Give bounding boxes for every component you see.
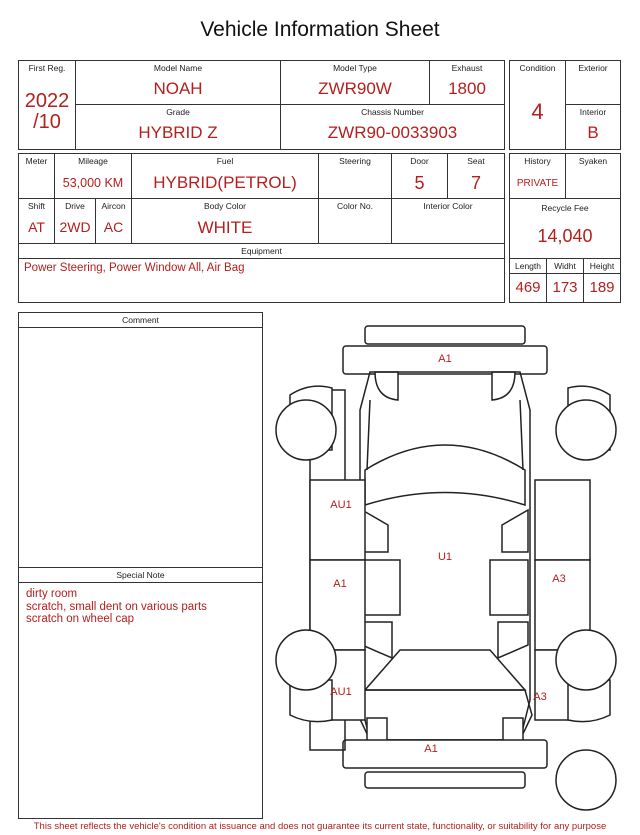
model-name-cell (75, 60, 281, 105)
history-label: History (524, 156, 551, 166)
width-value: 173 (552, 279, 578, 296)
front-bumper-top (365, 326, 525, 344)
drive-value: 2WD (59, 219, 91, 235)
special-note-line: scratch, small dent on various parts (26, 600, 207, 613)
recycle-fee-label: Recycle Fee (541, 203, 589, 213)
exterior-cell (565, 60, 621, 105)
shift-value: AT (28, 219, 45, 235)
first-reg-year: 2022 (24, 90, 70, 112)
width-cell (546, 258, 584, 303)
model-type-value: ZWR90W (318, 79, 392, 98)
car-damage-diagram (270, 320, 630, 820)
equipment-value: Power Steering, Power Window All, Air Bag (24, 262, 245, 274)
color-no-cell (318, 198, 392, 244)
body-color-cell (131, 198, 319, 244)
left-front-door (310, 480, 365, 560)
exhaust-label: Exhaust (451, 63, 483, 73)
damage-mark-left-rear-quarter: AU1 (330, 686, 352, 698)
wheel-rear-left (276, 630, 336, 690)
page-title: Vehicle Information Sheet (200, 18, 440, 41)
syaken-label: Syaken (578, 156, 608, 166)
fuel-value: HYBRID(PETROL) (153, 173, 297, 192)
equipment-label: Equipment (241, 246, 282, 256)
exhaust-value: 1800 (448, 79, 486, 98)
height-label: Height (589, 261, 615, 271)
condition-label: Condition (519, 63, 556, 73)
grade-label: Grade (166, 107, 190, 117)
grade-cell (75, 104, 281, 150)
comment-label: Comment (122, 315, 159, 325)
door-cell (391, 153, 448, 199)
interior-label: Interior (579, 107, 607, 117)
right-window-rear (498, 622, 528, 658)
condition-cell (509, 60, 566, 150)
left-window-rear (362, 622, 392, 658)
first-reg-label: First Reg. (28, 63, 66, 73)
comment-box (18, 312, 263, 568)
door-value: 5 (414, 173, 425, 193)
rear-bumper (343, 740, 547, 768)
model-name-value: NOAH (153, 79, 203, 98)
aircon-value: AC (103, 219, 124, 235)
body-color-value: WHITE (197, 218, 253, 237)
grade-value: HYBRID Z (138, 123, 218, 142)
condition-value: 4 (531, 99, 544, 124)
height-value: 189 (589, 279, 615, 296)
interior-color-label: Interior Color (423, 201, 473, 211)
wheel-rear-right (556, 630, 616, 690)
history-cell (509, 153, 566, 199)
length-value: 469 (515, 279, 541, 296)
damage-mark-right-rear-quarter: A3 (533, 691, 547, 703)
syaken-cell (565, 153, 621, 199)
shift-cell (18, 198, 55, 244)
shift-label: Shift (27, 201, 45, 211)
model-type-label: Model Type (333, 63, 377, 73)
color-no-label: Color No. (337, 201, 373, 211)
length-label: Length (515, 261, 541, 271)
hood-line-left (367, 400, 370, 470)
interior-value: B (587, 123, 599, 142)
roof-panel (402, 520, 488, 630)
windshield (365, 445, 525, 505)
rear-bumper-bottom (365, 772, 525, 788)
mileage-value: 53,000 KM (62, 176, 124, 190)
mileage-label: Mileage (78, 156, 108, 166)
special-note-line: dirty room (26, 588, 78, 600)
seat-value: 7 (470, 173, 481, 193)
exterior-label: Exterior (578, 63, 608, 73)
door-label: Door (410, 156, 429, 166)
wheel-front-right (556, 400, 616, 460)
mileage-cell (54, 153, 132, 199)
special-note-text (26, 588, 207, 626)
body-color-label: Body Color (203, 201, 247, 211)
left-window-front (362, 510, 388, 552)
meter-label: Meter (25, 156, 48, 166)
damage-mark-right-side: A3 (552, 573, 566, 585)
chassis-number-cell (280, 104, 505, 150)
front-left-lamp (375, 372, 398, 400)
steering-cell (318, 153, 392, 199)
right-front-door (535, 480, 590, 560)
hood-line-right (520, 400, 523, 470)
seat-cell (447, 153, 505, 199)
exhaust-cell (429, 60, 505, 105)
aircon-label: Aircon (101, 201, 126, 211)
width-label: Widht (554, 261, 576, 271)
damage-mark-hood: A1 (438, 353, 452, 365)
right-window-mid (490, 560, 528, 615)
damage-mark-front-left-door: AU1 (330, 499, 352, 511)
length-cell (509, 258, 547, 303)
disclaimer-footer: This sheet reflects the vehicle's condition at issuance and does not guarantee its current state, functionality, or suitability for any purpose (33, 821, 607, 832)
front-right-lamp (492, 372, 515, 400)
first-reg-month: /10 (33, 111, 61, 133)
fuel-label: Fuel (216, 156, 234, 166)
left-window-mid (362, 560, 400, 615)
recycle-fee-value: 14,040 (537, 226, 593, 246)
equipment-cell (18, 243, 505, 303)
drive-label: Drive (65, 201, 85, 211)
first-reg-cell (18, 60, 76, 150)
drive-cell (54, 198, 96, 244)
meter-cell (18, 153, 55, 199)
damage-mark-left-rear-door: A1 (333, 578, 347, 590)
steering-label: Steering (339, 156, 371, 166)
special-note-box (18, 567, 263, 819)
chassis-number-value: ZWR90-0033903 (327, 123, 458, 142)
height-cell (583, 258, 621, 303)
history-value: PRIVATE (516, 178, 559, 189)
model-name-label: Model Name (153, 63, 203, 73)
special-note-line: scratch on wheel cap (26, 613, 135, 625)
model-type-cell (280, 60, 430, 105)
interior-color-cell (391, 198, 505, 244)
wheel-front-left (276, 400, 336, 460)
fuel-cell (131, 153, 319, 199)
aircon-cell (95, 198, 132, 244)
special-note-label: Special Note (116, 570, 165, 580)
right-window-front (502, 510, 528, 552)
spare-wheel (556, 750, 616, 810)
interior-cell (565, 104, 621, 150)
damage-mark-rear-bumper: A1 (424, 743, 438, 755)
chassis-number-label: Chassis Number (361, 107, 424, 117)
damage-mark-roof: U1 (437, 551, 453, 563)
recycle-fee-cell (509, 198, 621, 259)
seat-label: Seat (467, 156, 485, 166)
